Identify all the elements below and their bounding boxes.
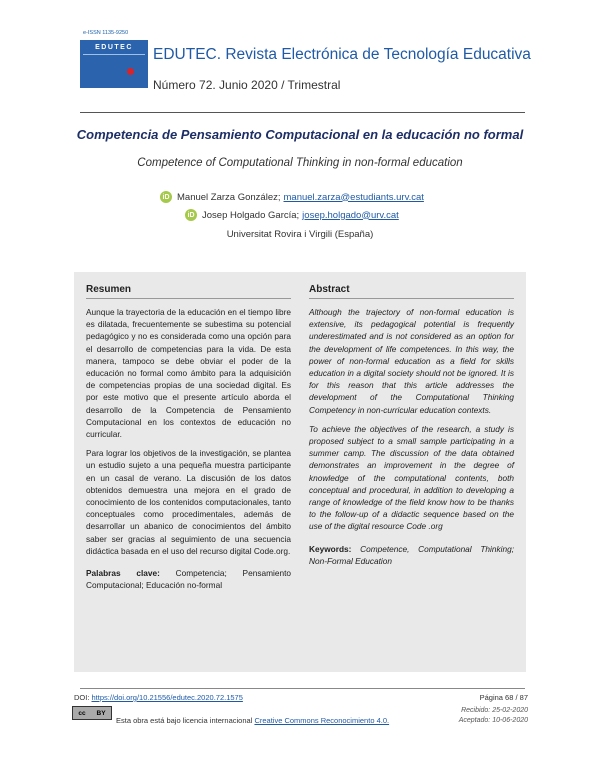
cc-license-icon[interactable] bbox=[72, 706, 112, 720]
resumen-divider bbox=[86, 298, 291, 299]
footer-divider bbox=[80, 688, 525, 689]
header-divider bbox=[80, 112, 525, 113]
license-notice bbox=[116, 716, 389, 725]
keywords-es bbox=[86, 567, 291, 591]
keywords-en bbox=[309, 543, 514, 567]
accepted-date: Aceptado: 10-06-2020 bbox=[458, 717, 528, 724]
orcid-icon[interactable]: iD bbox=[160, 191, 172, 203]
issn: e-ISSN 1135-9250 bbox=[83, 30, 129, 36]
article-title-en: Competence of Computational Thinking in non-formal education bbox=[137, 157, 463, 169]
keywords-label: Keywords: bbox=[309, 543, 352, 554]
affiliation: Universitat Rovira i Virgili (España) bbox=[226, 229, 374, 240]
author-name: Manuel Zarza González; bbox=[177, 191, 281, 203]
license-link[interactable]: Creative Commons Reconocimiento 4.0. bbox=[254, 716, 390, 725]
author-2 bbox=[185, 209, 399, 221]
author-email-link[interactable]: manuel.zarza@estudiants.urv.cat bbox=[283, 191, 424, 203]
orcid-icon[interactable]: iD bbox=[185, 209, 197, 221]
cc-badge: cc bbox=[78, 709, 86, 717]
logo-text: EDUTEC bbox=[95, 44, 133, 51]
resumen-heading: Resumen bbox=[86, 284, 132, 295]
resumen-paragraph: Para lograr los objetivos de la investigación, se plantea un estudio sujeto a una pequeña muestra participante en un casal de verano. La discusión de los datos obtenidos demuestra una mejora en el grado de conocimiento de los contenidos computacionales, tanto conceptuales como procedimentales, además de desarrollar un abanico de conocimientos del ámbito saber ser gracias al seguimiento de una secuencia didáctica basada en el uso del recurso digital Code.org. bbox=[86, 448, 291, 556]
logo-divider bbox=[83, 54, 145, 55]
journal-logo bbox=[80, 40, 148, 88]
abstract-text bbox=[309, 306, 514, 574]
issue-info: Número 72. Junio 2020 / Trimestral bbox=[153, 78, 341, 92]
doi-label: DOI: bbox=[74, 693, 90, 702]
keywords-value: Competencia; Pensamiento Computacional; Educación no-formal bbox=[86, 568, 291, 591]
by-badge: BY bbox=[96, 709, 106, 717]
author-name: Josep Holgado García; bbox=[202, 209, 300, 221]
author-1 bbox=[160, 191, 424, 203]
resumen-text bbox=[86, 306, 291, 598]
doi bbox=[74, 693, 243, 702]
abstract-divider bbox=[309, 298, 514, 299]
keywords-value: Competence, Computational Thinking; Non-Formal Education bbox=[309, 543, 514, 566]
keywords-label: Palabras clave: bbox=[86, 568, 160, 579]
author-email-link[interactable]: josep.holgado@urv.cat bbox=[302, 209, 399, 221]
abstract-heading: Abstract bbox=[309, 284, 350, 295]
logo-dot-icon bbox=[127, 68, 134, 75]
license-text: Esta obra está bajo licencia internacional bbox=[116, 716, 253, 725]
journal-title: EDUTEC. Revista Electrónica de Tecnología Educativa bbox=[153, 46, 531, 63]
abstract-paragraph: To achieve the objectives of the research, a study is proposed subject to a small sample participating in a summer camp. The discussion of the data obtained demonstrates an improvement in the degree of knowledge of the computational contents, both conceptual and procedural, in addition to developing a range of knowledge of the field know how to be thanks to the follow-up of a didactic sequence based on the use of the digital resource Code .org bbox=[309, 423, 514, 532]
article-title: Competencia de Pensamiento Computacional en la educación no formal bbox=[76, 127, 524, 142]
received-date: Recibido: 25-02-2020 bbox=[461, 707, 528, 714]
resumen-paragraph: Aunque la trayectoria de la educación en el tiempo libre es dilatada, frecuentemente se subestima su potencial pedagógico y no es considerada como una opción para el desarrollo de competencias para la vida. De esta manera, tampoco se debe obviar el poder de la educación no formal como ámbito para la adquisición de competencias propias de una sociedad digital. Es por este motivo que el presente artículo aborda el desarrollo de la Competencia de Pensamiento Computacional en los contextos de educación no curricular. bbox=[86, 307, 291, 440]
abstract-paragraph: Although the trajectory of non-formal education is extensive, its pedagogical potential is frequently underestimated and is not considered as an option for the development of life competences. In this way, the power of non-formal education as a field for skills education in a digital society should not be ignored. It is for this reason that this article addresses the development of the Computational Thinking Competency in non-curricular education contexts. bbox=[309, 307, 514, 415]
doi-link[interactable]: https://doi.org/10.21556/edutec.2020.72.1575 bbox=[91, 693, 243, 702]
page-number: Página 68 / 87 bbox=[479, 693, 528, 702]
